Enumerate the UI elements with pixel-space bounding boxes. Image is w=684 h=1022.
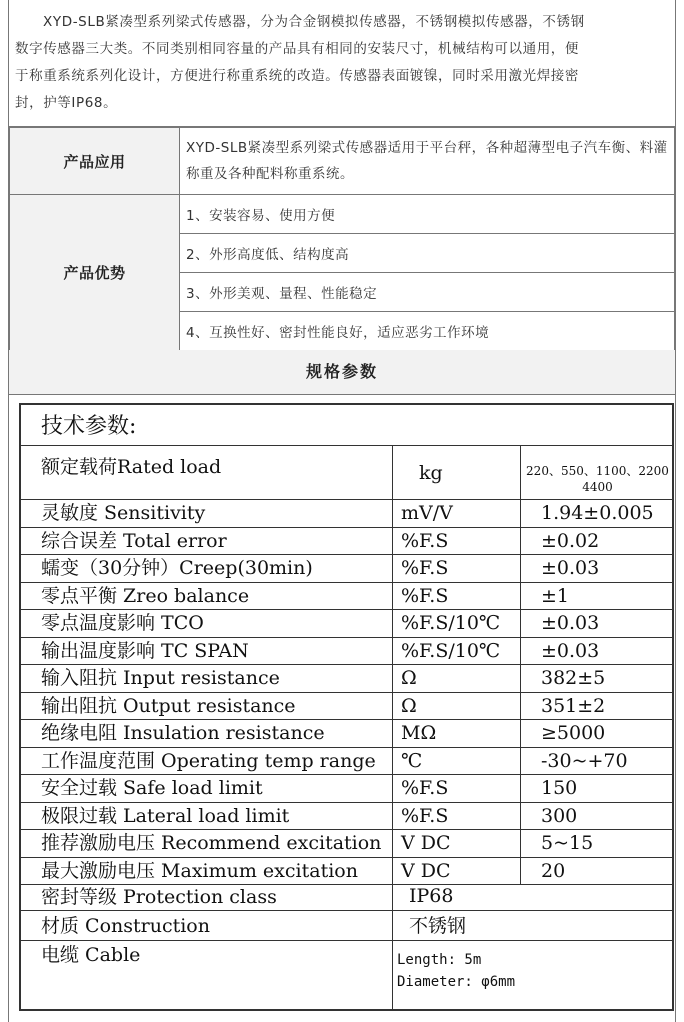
spec-param-unit: %F.S [401, 804, 449, 827]
spec-param-name: 工作温度范围 Operating temp range [41, 749, 376, 772]
spec-param-name: 最大激励电压 Maximum excitation [41, 859, 358, 882]
advantage-item: 1、安装容易、使用方便 [180, 195, 675, 234]
intro-line: 于称重系统系列化设计，方便进行称重系统的改造。传感器表面镀镍，同时采用激光焊接密 [15, 68, 579, 84]
spec-param-name: 输入阻抗 Input resistance [41, 667, 280, 689]
spec-param-name: 灵敏度 Sensitivity [41, 502, 206, 524]
spec-param-value: ±1 [541, 584, 570, 607]
intro-line: 数字传感器三大类。不同类别相同容量的产品具有相同的安装尺寸，机械结构可以通用，便 [15, 41, 579, 57]
spec-param-value: 300 [541, 804, 578, 827]
spec-param-value: 220、550、1100、2200 4400 [526, 464, 669, 494]
spec-param-unit: %F.S [401, 557, 449, 579]
spec-param-unit: MΩ [401, 722, 437, 744]
spec-param-value: 5~15 [541, 832, 594, 854]
spec-param-name: 密封等级 Protection class [41, 886, 277, 908]
spec-param-value: 20 [541, 859, 566, 882]
spec-param-unit: %F.S/10℃ [401, 639, 501, 662]
intro-paragraph [9, 0, 675, 127]
spec-param-value: -30~+70 [541, 749, 628, 772]
spec-param-unit: ℃ [401, 749, 423, 772]
spec-param-name: 输出温度影响 TC SPAN [41, 639, 249, 662]
spec-param-name: 材质 Construction [41, 915, 210, 937]
spec-param-value: 382±5 [541, 667, 606, 689]
advantages-label: 产品优势 [10, 195, 180, 351]
spec-param-value: 351±2 [541, 694, 606, 717]
spec-param-name: 综合误差 Total error [41, 529, 227, 552]
spec-param-value: ≥5000 [541, 722, 606, 744]
spec-param-unit: %F.S [401, 777, 449, 799]
advantage-item: 3、外形美观、量程、性能稳定 [180, 273, 675, 312]
spec-param-unit: Ω [401, 667, 417, 689]
spec-param-value: 不锈钢 [409, 915, 467, 937]
spec-param-unit: %F.S [401, 584, 449, 607]
spec-param-value: ±0.03 [541, 639, 600, 662]
spec-param-value: ±0.03 [541, 557, 600, 579]
cable-length: Length: 5m [397, 952, 482, 968]
spec-param-name: 绝缘电阻 Insulation resistance [41, 722, 325, 744]
spec-param-unit: %F.S [401, 529, 449, 552]
spec-table-image [19, 403, 674, 1011]
spec-param-name: 极限过载 Lateral load limit [41, 804, 290, 827]
spec-param-unit: Ω [401, 694, 417, 717]
spec-param-name: 安全过载 Safe load limit [41, 777, 263, 799]
spec-param-unit: kg [419, 462, 443, 484]
spec-param-name: 推荐激励电压 Recommend excitation [41, 832, 382, 854]
intro-line: 封，护等IP68。 [15, 95, 118, 111]
cable-diameter: Diameter: φ6mm [397, 974, 516, 990]
spec-param-value: 1.94±0.005 [541, 502, 654, 524]
spec-param-unit: V DC [401, 859, 451, 882]
spec-param-value: ±0.02 [541, 529, 600, 552]
spec-param-name: 输出阻抗 Output resistance [41, 694, 296, 717]
application-label: 产品应用 [10, 128, 180, 195]
spec-param-name: 电缆 Cable [41, 944, 141, 966]
spec-param-value: ±0.03 [541, 612, 600, 634]
spec-param-unit: V DC [401, 832, 451, 854]
spec-param-name: 额定载荷Rated load [41, 456, 222, 478]
spec-param-value: 150 [541, 777, 578, 799]
spec-param-name: 零点温度影响 TCO [41, 612, 204, 634]
application-text: XYD-SLB紧凑型系列梁式传感器适用于平台秤，各种超薄型电子汽车衡、料灌称重及各种配料称重系统。 [180, 128, 675, 195]
spec-param-value: IP68 [409, 885, 454, 907]
spec-param-name: 蠕变（30分钟）Creep(30min) [41, 557, 313, 579]
spec-param-unit: mV/V [401, 502, 453, 524]
advantage-item: 4、互换性好、密封性能良好，适应恶劣工作环境 [180, 312, 675, 351]
spec-heading: 规格参数 [9, 350, 675, 395]
product-page [8, 0, 676, 1022]
intro-line: XYD-SLB紧凑型系列梁式传感器，分为合金钢模拟传感器，不锈钢模拟传感器，不锈钢 [43, 14, 585, 30]
spec-title: 技术参数: [41, 414, 137, 439]
product-info-table [9, 127, 675, 351]
spec-param-name: 零点平衡 Zreo balance [41, 584, 250, 607]
advantage-item: 2、外形高度低、结构度高 [180, 234, 675, 273]
spec-param-unit: %F.S/10℃ [401, 612, 501, 634]
